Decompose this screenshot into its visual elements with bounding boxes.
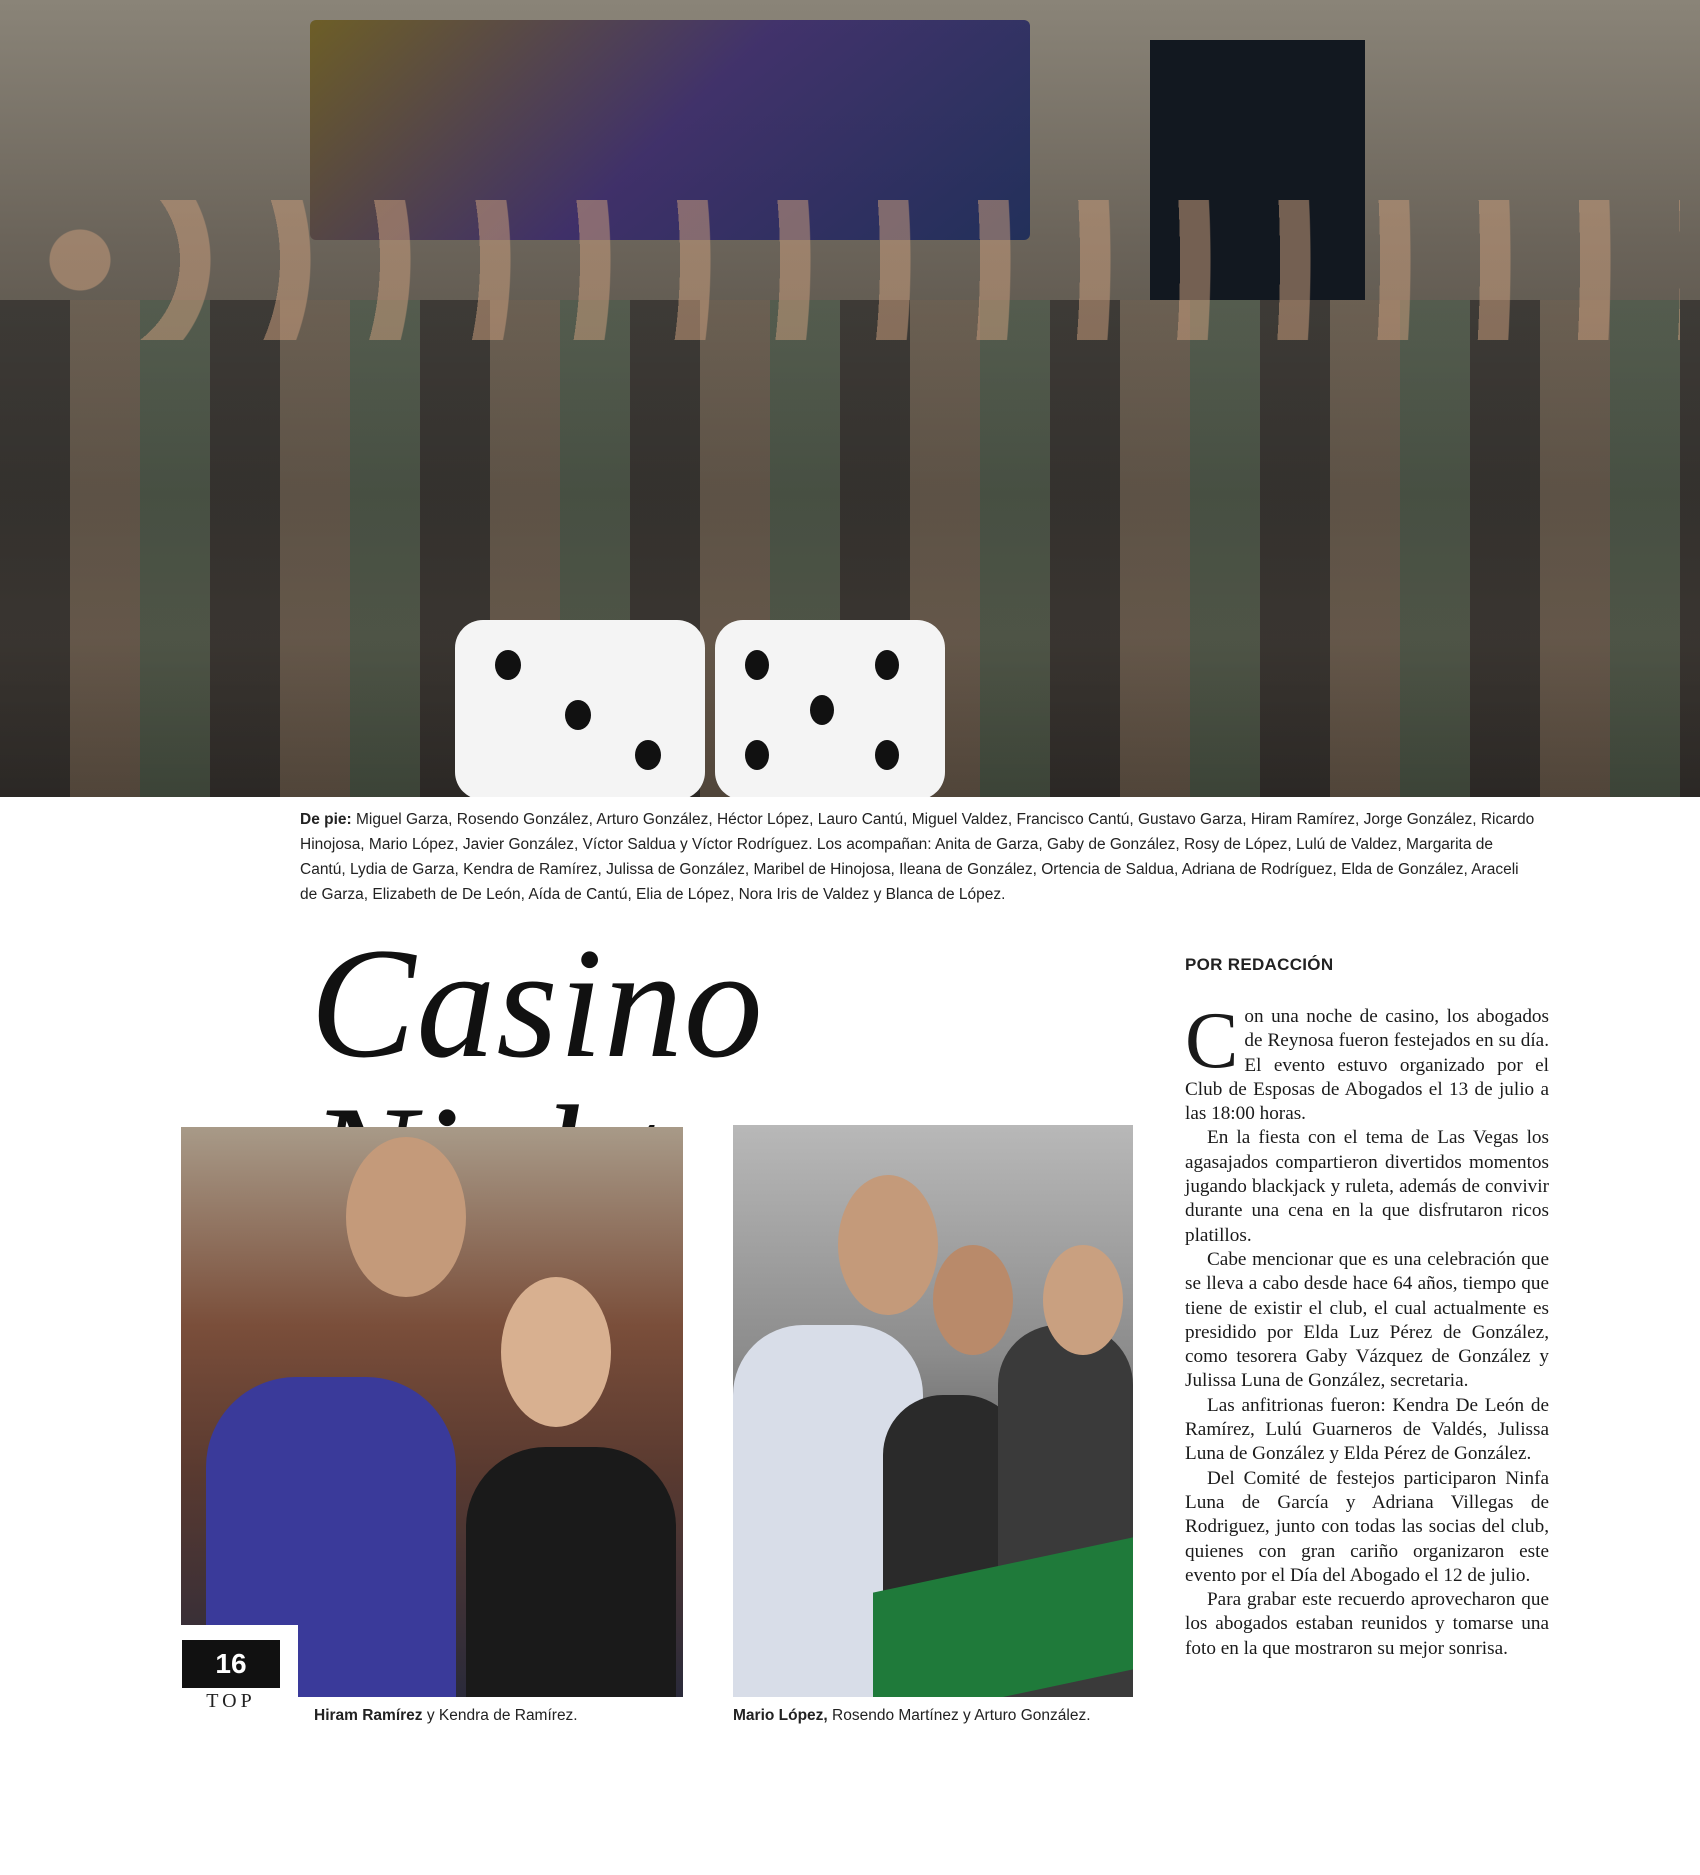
dice-left [455,620,705,797]
trio-photo [733,1125,1133,1697]
headline: Casino [310,916,764,1091]
byline: POR REDACCIÓN [1185,955,1334,974]
article-paragraph-4: Las anfitrionas fueron: Kendra De León de Ramírez, Lulú Guarneros de Valdés, Julissa Luna de González y Elda Pérez de González. [1185,1394,1549,1465]
man-left-head [838,1175,938,1315]
woman-head [501,1277,611,1427]
article-paragraph-3: Cabe mencionar que es una celebración que se lleva a cabo desde hace 64 años, tiempo que tiene de existir el club, el cual actualmente es presidido por Elda Luz Pérez de González, como tesorera Gaby Vázquez de González y Julissa Luna de González, secretaria. [1185,1248,1549,1392]
trio-caption [733,1707,1091,1725]
page-number: 16 [182,1640,280,1688]
trio-caption-rest: Rosendo Martínez y Arturo González. [827,1707,1091,1724]
article-paragraph-2: En la fiesta con el tema de Las Vegas los agasajados compartieron divertidos momentos jugando blackjack y ruleta, además de convivir durante una cena en la que disfrutaron ricos platillos. [1185,1127,1549,1246]
trio-caption-bold: Mario López, [733,1707,828,1724]
article-paragraph-6: Para grabar este recuerdo aprovecharon que los abogados estaban reunidos y tomarse una foto en la que mostraron su mejor sonrisa. [1185,1589,1549,1659]
man-head [346,1137,466,1297]
group-photo-caption [300,807,1540,907]
article-body [1185,997,1549,1661]
caption-text: Miguel Garza, Rosendo González, Arturo González, Héctor López, Lauro Cantú, Miguel Valdez, Francisco Cantú, Gustavo Garza, Hiram Ramírez, Jorge González, Ricardo Hinojosa, Mario López, Javier González, Víctor Saldua y Víctor Rodríguez. Los acompañan: Anita de Garza, Gaby de González, Rosy de López, Lulú de Valdez, Margarita de Cantú, Lydia de Garza, Kendra de Ramírez, Julissa de González, Maribel de Hinojosa, Ileana de González, Ortencia de Saldua, Adriana de Rodríguez, Elda de González, Araceli de Garza, Elizabeth de De León, Aída de Cantú, Elia de López, Nora Iris de Valdez y Blanca de López. [300,811,1535,903]
couple-photo [181,1127,683,1697]
man-right-head [1043,1245,1123,1355]
couple-caption-bold: Hiram Ramírez [314,1707,423,1724]
article-paragraph-1: on una noche de casino, los abogados de Reynosa fueron festejados en su día. El evento estuvo organizado por el Club de Esposas de Abogados el 13 de julio a las 18:00 horas. [1185,1006,1549,1125]
group-photo [0,0,1700,797]
article-paragraph-5: Del Comité de festejos participaron Ninfa Luna de García y Adriana Villegas de Rodriguez, junto con todas las socias del club, quienes con gran cariño organizaron este evento por el Día del Abogado el 12 de julio. [1185,1467,1549,1586]
couple-caption [314,1707,578,1725]
dice-right [715,620,945,797]
caption-lead: De pie: [300,811,352,828]
drop-cap: C [1185,997,1239,1085]
man-middle-head [933,1245,1013,1355]
couple-caption-rest: y Kendra de Ramírez. [422,1707,578,1724]
section-label: TOP [206,1690,256,1712]
woman-dress [466,1447,676,1697]
